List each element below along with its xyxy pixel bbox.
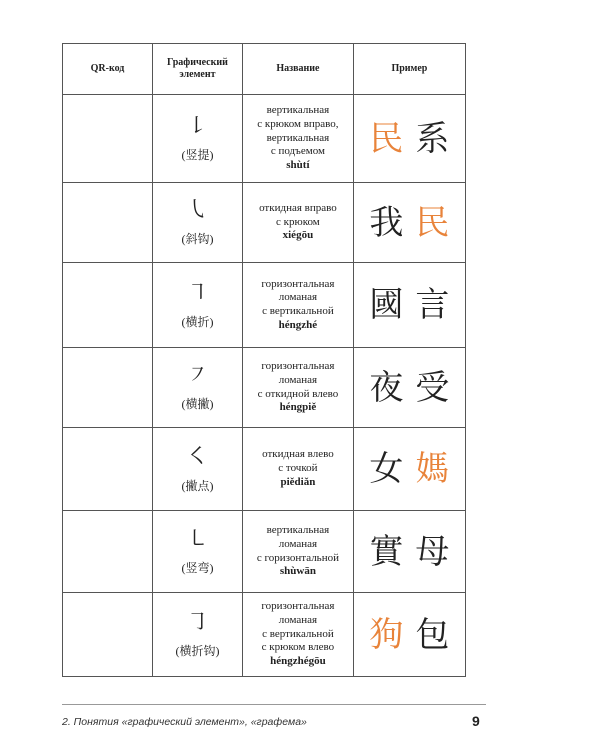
qr-cell: [63, 183, 153, 263]
stroke-pinyin: shùwān: [279, 565, 316, 578]
stroke-description-line: откидная вправо: [259, 201, 337, 214]
stroke-description-line: горизонтальная: [261, 360, 335, 372]
element-cell: [153, 593, 243, 677]
example-character: 言: [415, 285, 450, 325]
stroke-description-line: с откидной влево: [257, 387, 339, 400]
stroke-description-line: вертикальная: [266, 524, 330, 536]
table-row: [63, 348, 466, 428]
example-character: 系: [415, 118, 450, 159]
stroke-description-line: с подъемом: [270, 145, 325, 158]
table-row: [63, 95, 466, 183]
header-example: Пример: [353, 44, 465, 95]
stroke-description-line: ломаная: [278, 537, 318, 550]
qr-cell: [63, 348, 153, 428]
example-cell: [353, 593, 465, 677]
example-cell: [353, 263, 465, 348]
example-characters: [354, 285, 465, 325]
header-name: Название: [242, 44, 353, 95]
stroke-glyph: ㇆: [186, 610, 209, 635]
element-cell: [153, 263, 243, 348]
example-character: 民: [369, 118, 404, 159]
example-character: 女: [369, 449, 404, 489]
example-cell: [353, 511, 465, 593]
stroke-glyph: ㇙: [186, 114, 209, 139]
stroke-description-line: вертикальная: [266, 104, 330, 117]
table-row: [63, 263, 466, 348]
qr-cell: [63, 593, 153, 677]
example-character: 民: [415, 202, 450, 243]
stroke-chinese-name: (横撇): [181, 397, 214, 411]
example-cell: [353, 183, 465, 263]
stroke-description-line: ломаная: [278, 613, 318, 626]
example-characters: [354, 532, 465, 572]
stroke-chinese-name: (竖弯): [181, 561, 214, 575]
stroke-description-line: с вертикальной: [262, 627, 334, 640]
name-cell: [242, 95, 353, 183]
example-character: 媽: [415, 449, 450, 489]
stroke-description-line: с вертикальной: [262, 305, 334, 317]
stroke-description-line: ломаная: [278, 373, 318, 386]
table-row: [63, 593, 466, 677]
stroke-description-line: вертикальная: [266, 131, 330, 144]
example-cell: [353, 428, 465, 511]
stroke-glyph: ㇛: [186, 444, 209, 470]
stroke-chinese-name: (撇点): [181, 478, 214, 493]
name-cell: [242, 183, 353, 263]
stroke-chinese-name: (横折钩): [175, 644, 220, 658]
footer-caption: 2. Понятия «графический элемент», «графема»: [62, 716, 307, 728]
qr-cell: [63, 428, 153, 511]
stroke-description-line: ломаная: [278, 291, 318, 304]
table-row: [63, 511, 466, 593]
name-cell: [242, 511, 353, 593]
stroke-glyph: ㇇: [186, 363, 209, 388]
stroke-description-line: с крюком вправо,: [257, 117, 339, 130]
name-cell: [242, 593, 353, 677]
stroke-chinese-name: (斜钩): [181, 232, 214, 246]
element-cell: [153, 428, 243, 511]
stroke-description-line: с крюком влево: [261, 641, 335, 654]
stroke-chinese-name: (横折): [181, 314, 214, 329]
example-character: 母: [415, 531, 450, 572]
example-character: 國: [369, 285, 404, 325]
stroke-description-line: с точкой: [278, 462, 318, 475]
stroke-description-line: откидная влево: [262, 448, 334, 461]
page-number: 9: [472, 713, 480, 729]
example-character: 受: [415, 367, 450, 408]
header-qr: QR-код: [63, 44, 153, 95]
example-characters: [354, 203, 465, 243]
stroke-glyph: ㇂: [186, 198, 209, 223]
name-cell: [242, 428, 353, 511]
name-cell: [242, 263, 353, 348]
table-row: [63, 183, 466, 263]
element-cell: [153, 95, 243, 183]
stroke-pinyin: piědiǎn: [280, 475, 316, 488]
stroke-description-line: с крюком: [276, 215, 320, 228]
header-element-label: Графический элемент: [167, 56, 228, 80]
stroke-description-line: горизонтальная: [261, 600, 335, 613]
example-characters: [354, 119, 465, 159]
stroke-pinyin: héngzhé: [278, 318, 318, 331]
example-character: 包: [415, 614, 450, 655]
stroke-description-line: горизонтальная: [261, 277, 335, 290]
example-characters: [354, 449, 465, 489]
stroke-glyph: ㇄: [186, 527, 209, 552]
qr-cell: [63, 511, 153, 593]
example-characters: [354, 368, 465, 408]
example-cell: [353, 348, 465, 428]
example-character: 我: [369, 202, 404, 243]
header-row: [63, 44, 466, 95]
example-character: 夜: [369, 367, 404, 408]
example-cell: [353, 95, 465, 183]
qr-cell: [63, 263, 153, 348]
example-character: 實: [369, 531, 404, 572]
stroke-description-line: с горизонтальной: [256, 551, 339, 564]
name-cell: [242, 348, 353, 428]
example-character: 狗: [369, 614, 404, 655]
stroke-glyph: ㇕: [186, 280, 209, 306]
qr-cell: [63, 95, 153, 183]
table-row: [63, 428, 466, 511]
example-characters: [354, 615, 465, 655]
stroke-pinyin: héngpiě: [279, 401, 317, 414]
stroke-chinese-name: (竖提): [181, 148, 214, 162]
stroke-pinyin: héngzhégōu: [270, 655, 326, 668]
element-cell: [153, 511, 243, 593]
stroke-table: [62, 43, 466, 677]
element-cell: [153, 348, 243, 428]
stroke-pinyin: xiégōu: [282, 229, 314, 242]
stroke-pinyin: shùtí: [286, 159, 310, 172]
header-element: [153, 44, 243, 95]
footer-divider: [62, 704, 486, 705]
element-cell: [153, 183, 243, 263]
